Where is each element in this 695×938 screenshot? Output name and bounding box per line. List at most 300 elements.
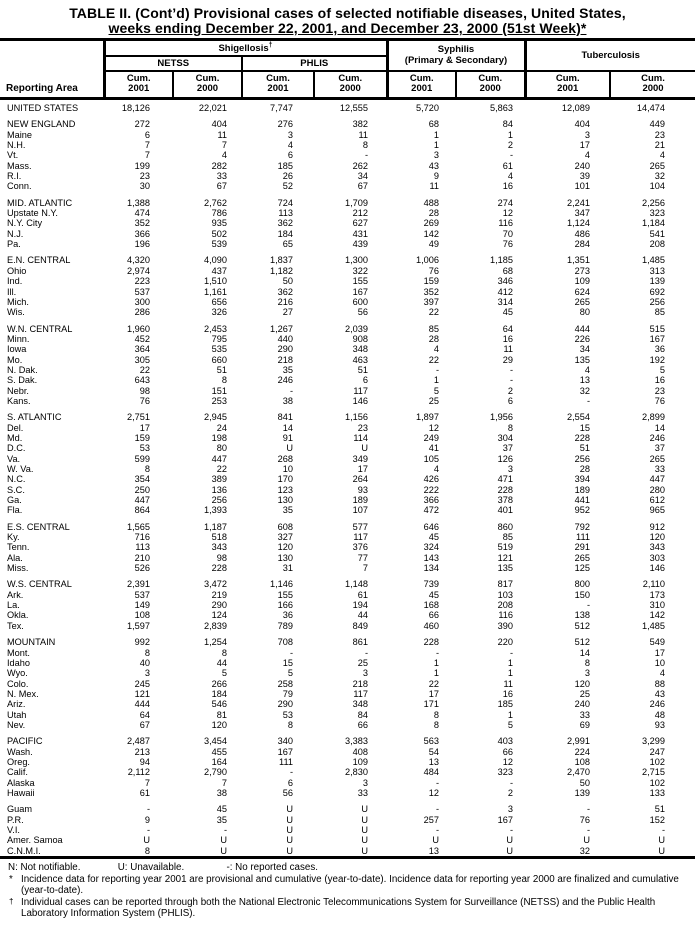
reporting-area-cell: Ohio — [7, 265, 27, 276]
value-cell: 210 — [134, 552, 150, 563]
dagger-footnote-marker: † — [9, 897, 14, 907]
reporting-area-cell: UNITED STATES — [7, 103, 79, 113]
value-cell: 5 — [221, 668, 227, 679]
value-cell: 343 — [649, 542, 666, 553]
value-cell: 280 — [649, 484, 666, 495]
value-cell: 724 — [277, 197, 293, 208]
value-cell: 22 — [216, 464, 227, 474]
table-row — [0, 140, 695, 150]
value-cell: 5,863 — [490, 103, 513, 113]
value-cell: 1,187 — [204, 521, 227, 532]
value-cell: 139 — [574, 787, 590, 798]
value-cell: 2,039 — [345, 323, 368, 334]
table-row — [0, 433, 695, 443]
table-title-line1: TABLE II. (Cont’d) Provisional cases of selected notifiable diseases, United States, — [69, 5, 626, 21]
table-row — [0, 276, 695, 286]
table-row — [0, 563, 695, 573]
value-cell: 5,720 — [416, 103, 439, 113]
value-cell: 116 — [498, 610, 513, 621]
reporting-area-cell: Hawaii — [7, 787, 35, 798]
value-cell: - — [586, 395, 590, 406]
value-cell: 136 — [211, 484, 227, 495]
table-row — [0, 778, 695, 788]
column-group-netss: NETSS — [104, 56, 242, 71]
value-cell: 31 — [282, 563, 293, 574]
table-row — [0, 720, 695, 730]
value-cell: 8 — [221, 375, 227, 386]
reporting-area-cell: Upstate N.Y. — [7, 208, 58, 219]
value-cell: 346 — [497, 276, 513, 287]
value-cell: 460 — [423, 620, 439, 631]
value-cell: 32 — [579, 845, 590, 856]
value-cell: 12 — [428, 422, 439, 433]
value-cell: 130 — [277, 495, 293, 506]
value-cell: - — [435, 364, 439, 375]
table-row — [0, 600, 695, 610]
value-cell: 228 — [497, 484, 513, 495]
value-cell: 1,185 — [490, 255, 513, 266]
value-cell: 51 — [216, 364, 227, 375]
value-cell: 394 — [574, 474, 590, 485]
value-cell: 13 — [428, 845, 439, 856]
value-cell: 194 — [352, 600, 368, 611]
value-cell: 56 — [282, 787, 293, 798]
value-cell: 716 — [134, 532, 150, 543]
value-cell: 440 — [277, 333, 293, 344]
value-cell: 290 — [277, 699, 293, 710]
value-cell: 173 — [649, 589, 666, 600]
value-cell: 103 — [497, 589, 513, 600]
table-row — [0, 621, 695, 631]
value-cell: 246 — [277, 375, 293, 386]
value-cell: 171 — [423, 699, 439, 710]
value-cell: 449 — [649, 119, 666, 130]
column-header-cum-1: Cum. 2001 — [104, 71, 173, 99]
value-cell: 164 — [211, 756, 227, 767]
value-cell: 109 — [352, 756, 368, 767]
reporting-area-cell: W.N. CENTRAL — [7, 323, 73, 334]
shigellosis-label: Shigellosis — [218, 43, 269, 54]
value-cell: 3 — [362, 668, 368, 679]
value-cell: 253 — [211, 395, 227, 406]
value-cell: 2,554 — [567, 412, 590, 423]
table-row — [0, 553, 695, 563]
value-cell: 10 — [282, 464, 293, 474]
value-cell: 627 — [352, 218, 368, 229]
value-cell: 224 — [574, 746, 590, 757]
value-cell: 426 — [423, 474, 439, 485]
reporting-area-cell: Ga. — [7, 495, 22, 506]
reporting-area-cell: P.R. — [7, 814, 24, 825]
value-cell: 69 — [579, 719, 590, 730]
value-cell: 786 — [211, 208, 227, 219]
value-cell: 228 — [574, 432, 590, 443]
value-cell: 108 — [134, 610, 150, 621]
value-cell: 43 — [428, 160, 439, 171]
value-cell: 382 — [352, 119, 368, 130]
value-cell: 323 — [497, 767, 513, 778]
value-cell: 2,256 — [642, 197, 666, 208]
value-cell: 192 — [649, 354, 666, 365]
value-cell: 120 — [574, 678, 590, 689]
value-cell: 474 — [134, 208, 150, 219]
value-cell: 120 — [649, 532, 666, 543]
value-cell: 91 — [282, 432, 293, 443]
value-cell: 85 — [428, 323, 439, 334]
value-cell: 4 — [584, 150, 590, 161]
value-cell: 412 — [497, 286, 513, 297]
value-cell: 15 — [579, 422, 590, 433]
value-cell: - — [509, 647, 513, 658]
value-cell: 149 — [134, 600, 150, 611]
value-cell: 439 — [352, 239, 368, 250]
reporting-area-cell: S. Dak. — [7, 375, 38, 386]
reporting-area-cell: R.I. — [7, 171, 22, 182]
value-cell: 660 — [211, 354, 227, 365]
value-cell: 1,182 — [270, 265, 293, 276]
value-cell: 612 — [649, 495, 666, 506]
value-cell: 116 — [498, 218, 513, 229]
reporting-area-cell: Mo. — [7, 354, 23, 365]
table-row — [0, 658, 695, 668]
value-cell: 167 — [497, 814, 513, 825]
value-cell: 266 — [211, 678, 227, 689]
value-cell: 54 — [428, 746, 439, 757]
value-cell: 218 — [352, 678, 368, 689]
table-header — [0, 40, 695, 99]
value-cell: 8 — [287, 719, 293, 730]
value-cell: 2,751 — [127, 412, 150, 423]
column-group-tuberculosis: Tuberculosis — [525, 40, 695, 72]
table-row — [0, 423, 695, 433]
value-cell: 6 — [287, 150, 293, 161]
value-cell: 35 — [282, 505, 293, 516]
value-cell: 185 — [497, 699, 513, 710]
value-cell: 9 — [433, 171, 439, 182]
value-cell: 656 — [211, 296, 227, 307]
value-cell: 44 — [357, 610, 368, 621]
reporting-area-cell: Ky. — [7, 532, 20, 543]
value-cell: 218 — [277, 354, 293, 365]
value-cell: 272 — [134, 119, 150, 130]
section-ws-central — [0, 573, 695, 631]
value-cell: 109 — [574, 276, 590, 287]
value-cell: 354 — [134, 474, 150, 485]
value-cell: - — [289, 647, 293, 658]
table-row — [0, 239, 695, 249]
footnote-asterisk — [8, 874, 695, 896]
value-cell: 152 — [649, 814, 666, 825]
reporting-area-cell: Conn. — [7, 181, 32, 192]
table-row — [0, 485, 695, 495]
value-cell: 362 — [277, 218, 293, 229]
table-row — [0, 192, 695, 208]
table-row — [0, 505, 695, 515]
value-cell: 274 — [497, 197, 513, 208]
table-row — [0, 396, 695, 406]
value-cell: 167 — [277, 746, 293, 757]
footnote-dagger-text: Individual cases can be reported through both the National Electronic Telecommunications System for Surveillance (NETSS) and the Public Health Laboratory Information System (PHLIS). — [21, 897, 656, 920]
value-cell: 133 — [649, 787, 666, 798]
value-cell: 313 — [649, 265, 666, 276]
footnote-dagger — [8, 897, 695, 919]
value-cell: 599 — [134, 453, 150, 464]
value-cell: 444 — [134, 699, 150, 710]
reporting-area-cell: Pa. — [7, 239, 21, 250]
value-cell: 117 — [353, 532, 368, 543]
value-cell: 85 — [502, 532, 513, 543]
value-cell: 444 — [574, 323, 590, 334]
reporting-area-cell: Wis. — [7, 307, 25, 318]
value-cell: 347 — [574, 208, 590, 219]
value-cell: 11 — [358, 129, 368, 140]
reporting-area-cell: Ill. — [7, 286, 17, 297]
value-cell: 269 — [423, 218, 439, 229]
value-cell: 79 — [282, 688, 293, 699]
value-cell: 256 — [211, 495, 227, 506]
value-cell: 291 — [574, 542, 590, 553]
footnotes — [8, 862, 695, 919]
value-cell: 303 — [649, 552, 666, 563]
value-cell: 8 — [433, 719, 439, 730]
value-cell: 196 — [134, 239, 150, 250]
value-cell: 101 — [574, 181, 590, 192]
value-cell: 25 — [579, 688, 590, 699]
value-cell: 739 — [423, 579, 439, 590]
reporting-area-cell: Iowa — [7, 344, 27, 355]
value-cell: 563 — [423, 736, 439, 747]
table-row — [0, 679, 695, 689]
value-cell: 11 — [217, 129, 227, 140]
column-group-phlis: PHLIS — [242, 56, 387, 71]
reporting-area-cell: Idaho — [7, 657, 30, 668]
value-cell: 117 — [353, 385, 368, 396]
value-cell: 401 — [497, 505, 513, 516]
value-cell: - — [223, 825, 227, 835]
value-cell: 447 — [134, 495, 150, 506]
value-cell: 404 — [574, 119, 590, 130]
reporting-area-cell: MID. ATLANTIC — [7, 197, 73, 208]
reporting-area-cell: Utah — [7, 709, 27, 720]
value-cell: 94 — [139, 756, 150, 767]
table-row — [0, 747, 695, 757]
value-cell: 795 — [211, 333, 227, 344]
table-title — [2, 6, 693, 36]
value-cell: 1,156 — [345, 412, 368, 423]
section-wn-central — [0, 318, 695, 407]
value-cell: 519 — [497, 542, 513, 553]
value-cell: 107 — [352, 505, 368, 516]
footnote-asterisk-text: Incidence data for reporting year 2001 are provisional and cumulative (year-to-date). Incidence data for reporting year 2000 are finalized and cumulative (year-to-date). — [21, 874, 679, 897]
section-new-england — [0, 113, 695, 191]
table-row — [0, 573, 695, 589]
value-cell: 305 — [134, 354, 150, 365]
table-row — [0, 171, 695, 181]
value-cell: U — [286, 804, 293, 815]
table-row — [0, 757, 695, 767]
value-cell: 1 — [433, 668, 439, 679]
legend-no-reported-cases: -: No reported cases. — [226, 862, 318, 874]
value-cell: 1 — [433, 657, 439, 668]
value-cell: 121 — [497, 552, 513, 563]
value-cell: 61 — [139, 787, 150, 798]
value-cell: 208 — [497, 600, 513, 611]
value-cell: 447 — [649, 474, 666, 485]
table-row — [0, 150, 695, 160]
table-row — [0, 668, 695, 678]
value-cell: 362 — [277, 286, 293, 297]
value-cell: 860 — [497, 521, 513, 532]
value-cell: 65 — [282, 239, 293, 250]
value-cell: U — [286, 825, 293, 835]
value-cell: 11 — [429, 181, 439, 192]
value-cell: - — [586, 825, 590, 835]
value-cell: 104 — [649, 181, 666, 192]
value-cell: 135 — [574, 354, 590, 365]
value-cell: - — [289, 385, 293, 396]
value-cell: 52 — [282, 181, 293, 192]
table-row — [0, 287, 695, 297]
value-cell: 264 — [352, 474, 368, 485]
reporting-area-cell: Wyo. — [7, 668, 28, 679]
value-cell: U — [286, 845, 293, 856]
value-cell: 403 — [497, 736, 513, 747]
value-cell: 518 — [211, 532, 227, 543]
reporting-area-cell: Del. — [7, 422, 24, 433]
value-cell: 861 — [352, 637, 368, 648]
value-cell: 1,393 — [204, 505, 227, 516]
value-cell: 455 — [211, 746, 227, 757]
section-en-central — [0, 249, 695, 317]
value-cell: 45 — [502, 307, 513, 318]
value-cell: 155 — [352, 276, 368, 287]
section-mid-atlantic — [0, 192, 695, 250]
table-row — [0, 648, 695, 658]
column-group-shigellosis — [104, 40, 387, 57]
value-cell: 32 — [579, 385, 590, 396]
value-cell: 81 — [216, 709, 227, 720]
value-cell: 1,006 — [416, 255, 439, 266]
table-row — [0, 815, 695, 825]
value-cell: 4 — [221, 150, 227, 161]
asterisk-marker: * — [9, 874, 13, 886]
value-cell: 1,351 — [567, 255, 590, 266]
value-cell: 6 — [362, 375, 368, 386]
value-cell: 7 — [144, 777, 150, 788]
value-cell: 143 — [423, 552, 439, 563]
value-cell: 284 — [574, 239, 590, 250]
value-cell: 2 — [507, 787, 513, 798]
reporting-area-cell: Minn. — [7, 333, 30, 344]
value-cell: 245 — [134, 678, 150, 689]
value-cell: 155 — [277, 589, 293, 600]
value-cell: 1 — [507, 709, 513, 720]
value-cell: 512 — [574, 620, 590, 631]
value-cell: U — [143, 835, 150, 846]
value-cell: 13 — [579, 375, 590, 386]
reporting-area-cell: N.C. — [7, 474, 26, 485]
value-cell: 408 — [352, 746, 368, 757]
reporting-area-cell: D.C. — [7, 443, 26, 454]
value-cell: 1,960 — [127, 323, 150, 334]
value-cell: 4 — [433, 464, 439, 474]
value-cell: 2,112 — [127, 767, 150, 778]
value-cell: 1 — [433, 140, 439, 151]
value-cell: 67 — [357, 181, 368, 192]
value-cell: 1,510 — [204, 276, 227, 287]
value-cell: 364 — [134, 344, 150, 355]
value-cell: 11 — [503, 678, 513, 689]
value-cell: 134 — [423, 563, 439, 574]
value-cell: - — [146, 825, 150, 835]
value-cell: 76 — [502, 239, 513, 250]
table-row — [0, 443, 695, 453]
value-cell: 327 — [277, 532, 293, 543]
reporting-area-cell: Mich. — [7, 296, 29, 307]
value-cell: 167 — [352, 286, 368, 297]
value-cell: 268 — [277, 453, 293, 464]
value-cell: 41 — [428, 443, 439, 454]
value-cell: 28 — [428, 208, 439, 219]
value-cell: 38 — [216, 787, 227, 798]
value-cell: 125 — [574, 563, 590, 574]
table-row — [0, 113, 695, 129]
value-cell: 3 — [584, 129, 590, 140]
table-row — [0, 730, 695, 746]
value-cell: 2,715 — [642, 767, 666, 778]
value-cell: U — [220, 845, 227, 856]
value-cell: 23 — [654, 385, 666, 396]
legend-unavailable: U: Unavailable. — [117, 862, 185, 874]
section-territories — [0, 798, 695, 857]
value-cell: - — [435, 647, 439, 658]
value-cell: 2,762 — [204, 197, 227, 208]
value-cell: 17 — [139, 422, 150, 433]
value-cell: 1,161 — [204, 286, 227, 297]
value-cell: U — [658, 845, 666, 856]
value-cell: 64 — [139, 709, 150, 720]
value-cell: 102 — [649, 756, 666, 767]
value-cell: 12,555 — [339, 103, 368, 113]
value-cell: 5 — [433, 385, 439, 396]
reporting-area-cell: MOUNTAIN — [7, 637, 56, 648]
value-cell: 167 — [649, 333, 666, 344]
value-cell: 6 — [287, 777, 293, 788]
value-cell: 25 — [428, 395, 439, 406]
value-cell: 4,090 — [204, 255, 227, 266]
value-cell: U — [361, 825, 368, 835]
value-cell: U — [583, 835, 590, 846]
reporting-area-cell: Miss. — [7, 563, 29, 574]
value-cell: 36 — [654, 344, 666, 355]
value-cell: 8 — [433, 709, 439, 720]
value-cell: 67 — [216, 181, 227, 192]
value-cell: 471 — [497, 474, 513, 485]
value-cell: 8 — [144, 845, 150, 856]
section-s-atlantic — [0, 406, 695, 515]
value-cell: 1,388 — [127, 197, 150, 208]
value-cell: 66 — [428, 610, 439, 621]
value-cell: 14 — [282, 422, 293, 433]
value-cell: 304 — [497, 432, 513, 443]
value-cell: 240 — [574, 699, 590, 710]
value-cell: - — [435, 777, 439, 788]
table-row — [0, 767, 695, 777]
value-cell: 437 — [211, 265, 227, 276]
table-row — [0, 610, 695, 620]
column-header-cum-3: Cum. 2001 — [242, 71, 314, 99]
value-cell: 1,267 — [270, 323, 293, 334]
